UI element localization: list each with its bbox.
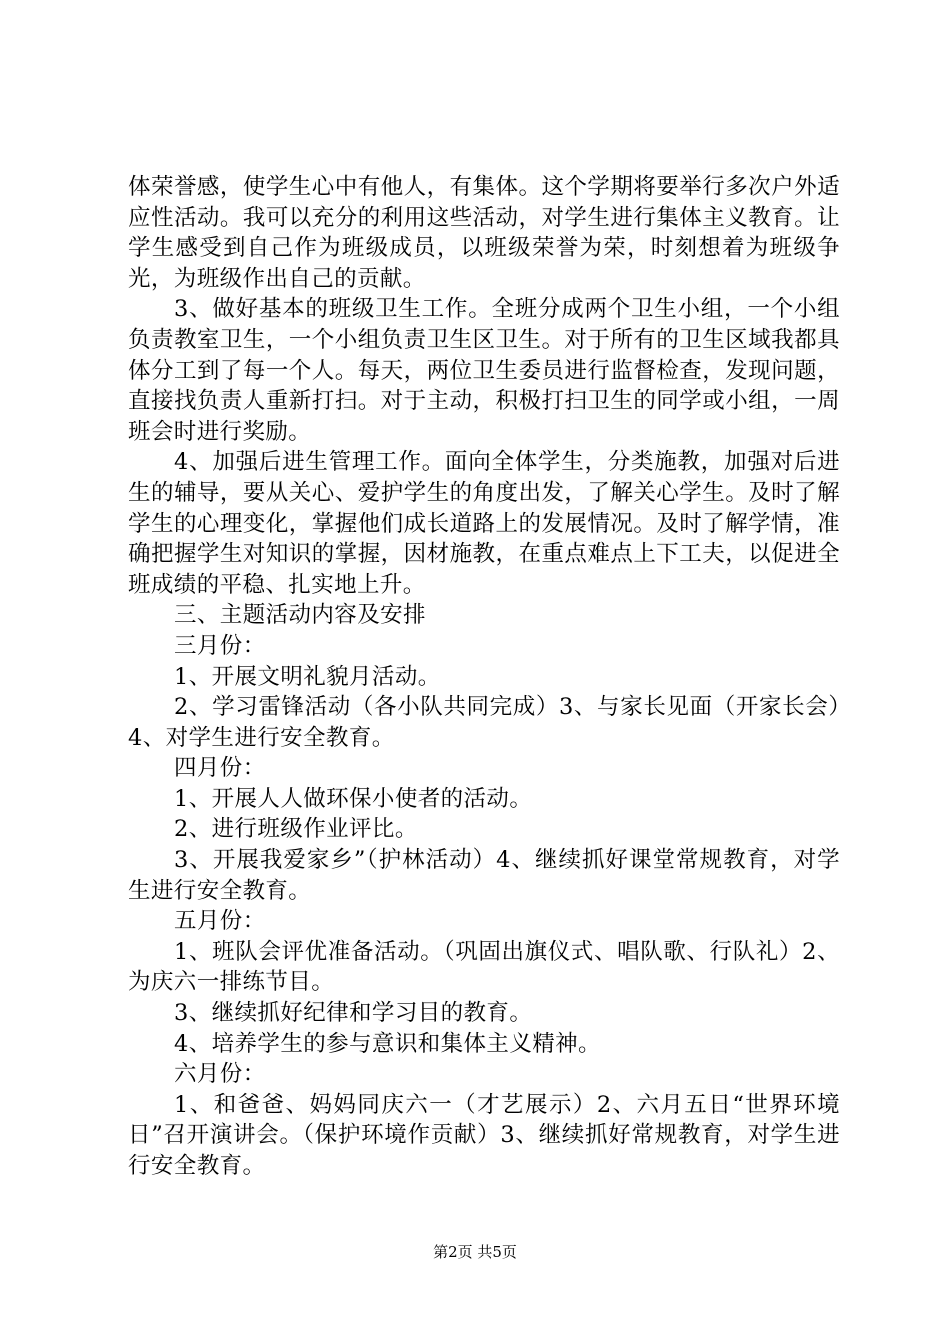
month-heading-april: 四月份： [174, 755, 266, 782]
month-heading-march: 三月份： [174, 632, 266, 659]
list-item: 1、开展文明礼貌月活动。 [174, 663, 441, 690]
list-item: 2、进行班级作业评比。 [174, 816, 418, 843]
month-heading-may: 五月份： [174, 908, 266, 935]
month-heading-june: 六月份： [174, 1061, 266, 1088]
list-item: 3、继续抓好纪律和学习目的教育。 [174, 1000, 533, 1027]
paragraph-1: 体荣誉感，使学生心中有他人，有集体。这个学期将要举行多次户外适应性活动。我可以充分的利用这些活动，对学生进行集体主义教育。让学生感受到自己作为班级成员，以班级荣誉为荣，时刻想着为班级争光，为班级作出自己的贡献。 [128, 174, 840, 292]
list-item: 2、学习雷锋活动（各小队共同完成）3、与家长见面（开家长会）4、对学生进行安全教育。 [128, 694, 840, 751]
list-item: 3、开展我爱家乡”（护林活动）4、继续抓好课堂常规教育，对学生进行安全教育。 [128, 847, 840, 904]
list-item: 1、班队会评优准备活动。（巩固出旗仪式、唱队歌、行队礼）2、为庆六一排练节目。 [128, 938, 840, 996]
document-body [128, 172, 840, 1182]
list-item: 4、培养学生的参与意识和集体主义精神。 [174, 1030, 601, 1057]
paragraph-3: 4、加强后进生管理工作。面向全体学生，分类施教，加强对后进生的辅导，要从关心、爱护学生的角度出发，了解关心学生。及时了解学生的心理变化，掌握他们成长道路上的发展情况。及时了解学情，准确把握学生对知识的掌握，因材施教，在重点难点上下工夫，以促进全班成绩的平稳、扎实地上升。 [128, 449, 840, 598]
list-item: 1、开展人人做环保小使者的活动。 [174, 785, 533, 812]
section-heading: 三、主题活动内容及安排 [174, 602, 426, 629]
list-item: 1、和爸爸、妈妈同庆六一（才艺展示）2、六月五日“世界环境日”召开演讲会。（保护环境作贡献）3、继续抓好常规教育，对学生进行安全教育。 [128, 1091, 840, 1179]
page-number-footer: 第2页 共5页 [433, 1243, 517, 1261]
paragraph-2: 3、做好基本的班级卫生工作。全班分成两个卫生小组，一个小组负责教室卫生，一个小组负责卫生区卫生。对于所有的卫生区域我都具体分工到了每一个人。每天，两位卫生委员进行监督检查，发现问题，直接找负责人重新打扫。对于主动，积极打扫卫生的同学或小组，一周班会时进行奖励。 [128, 296, 840, 445]
